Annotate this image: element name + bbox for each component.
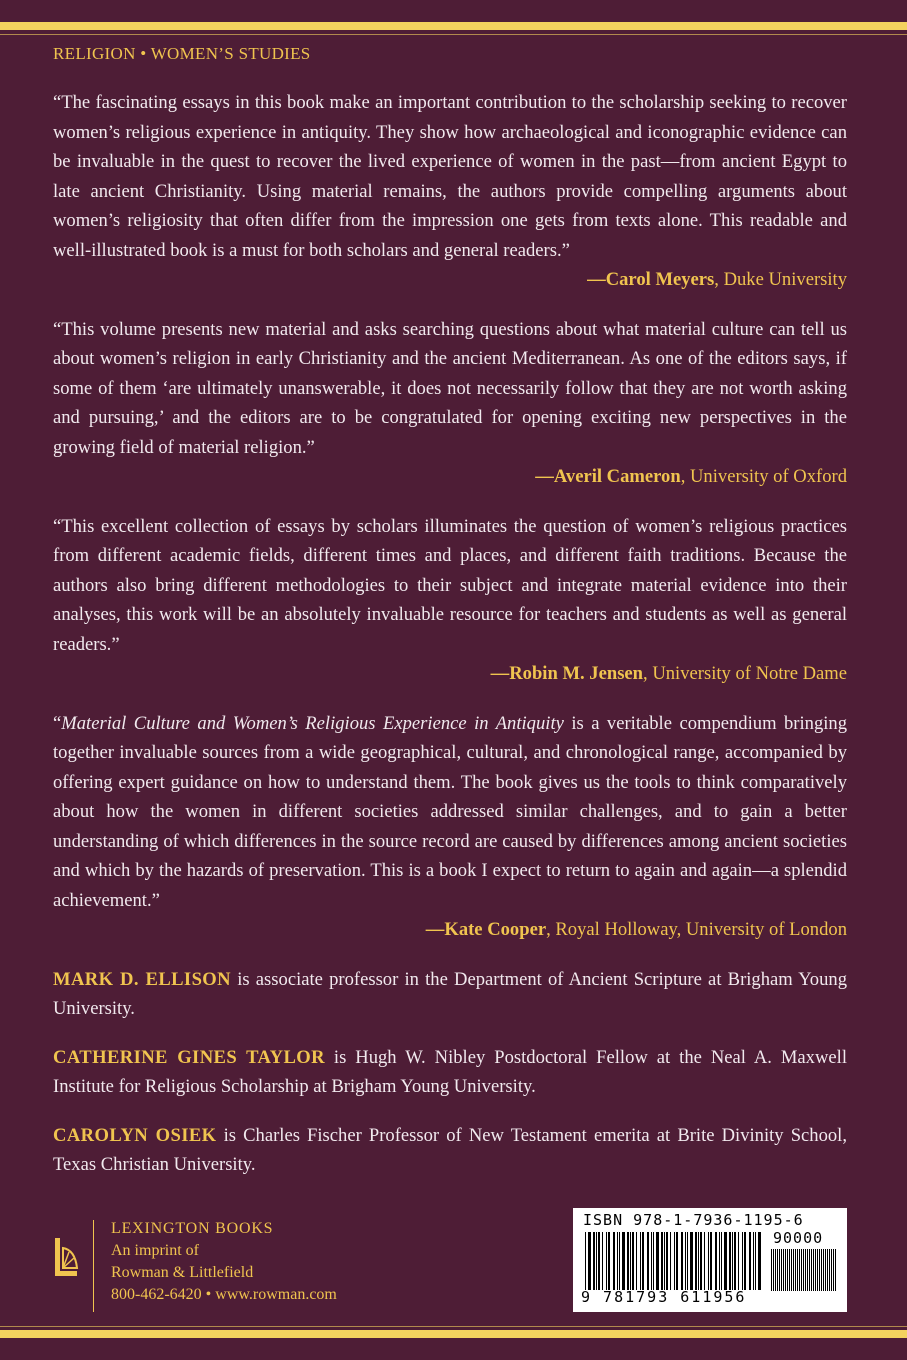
quote-body: is a veritable compendium bringing together invaluable sources from a wide geographical, cultural, and chronological range, accompanied by offering expert guidance on how to understand them. The book gives us the tools to think comparatively about how the women in different societies addressed similar challenges, and to gain a better understanding of which differences in the source record are caused by differences among ancient societies and which by the hazards of preservation. This is a book I expect to return to again and again—a splendid achievement.”	[53, 712, 848, 911]
top-gold-rule	[0, 34, 907, 35]
barcode-bar	[695, 1232, 697, 1290]
barcode-bar	[758, 1232, 761, 1290]
barcode-bar	[710, 1232, 712, 1290]
barcode-bar	[797, 1249, 798, 1291]
barcode-bar	[674, 1232, 675, 1290]
endorser-affiliation: , University of Oxford	[680, 466, 847, 487]
barcode-bar	[651, 1232, 652, 1290]
barcode-bar	[685, 1232, 686, 1290]
barcode-bar	[742, 1232, 743, 1290]
barcode-bar	[819, 1249, 820, 1291]
barcode-bar	[613, 1232, 615, 1290]
endorser-name: —Kate Cooper	[425, 919, 547, 940]
endorsement-attribution	[53, 659, 847, 689]
barcode-bar	[632, 1232, 634, 1290]
publisher-block	[53, 1218, 393, 1308]
barcode-bar	[771, 1249, 772, 1291]
top-gold-band	[0, 22, 907, 30]
publisher-name: LEXINGTON BOOKS	[111, 1220, 274, 1237]
barcode-bar	[749, 1232, 751, 1290]
barcode-bar	[704, 1232, 705, 1290]
barcode-bar	[642, 1232, 644, 1290]
author-bio	[53, 1043, 847, 1102]
category-label: RELIGION • WOMEN’S STUDIES	[53, 44, 311, 63]
barcode-bar	[627, 1232, 629, 1290]
barcode-bar	[588, 1232, 591, 1290]
barcode-bar	[773, 1249, 774, 1291]
endorsement-quote: “This excellent collection of essays by scholars illuminates the question of women’s religious practices from different academic fields, different times and places, and different faith traditions. Because the authors also bring different methodologies to their subject and integrate material evidence into their analyses, this work will be an absolutely invaluable resource for teachers and students as well as general readers.”	[53, 515, 847, 655]
author-name: CATHERINE GINES TAYLOR	[53, 1046, 325, 1068]
barcode-bar	[676, 1232, 678, 1290]
barcode-bar	[835, 1249, 836, 1291]
price-code: 90000	[773, 1229, 824, 1247]
barcode-bar	[636, 1232, 637, 1290]
endorser-name: —Robin M. Jensen	[490, 663, 644, 684]
barcode-bar	[681, 1232, 683, 1290]
barcode-bar	[619, 1232, 620, 1290]
barcode-bar	[653, 1232, 654, 1290]
barcode-bar	[785, 1249, 786, 1291]
barcode-bar	[831, 1249, 832, 1291]
barcode-bar	[775, 1249, 776, 1291]
barcode-bar	[715, 1232, 717, 1290]
barcode-bar	[827, 1249, 828, 1291]
barcode-bar	[744, 1232, 746, 1290]
isbn-number: ISBN 978-1-7936-1195-6	[583, 1211, 804, 1229]
barcode-bar	[670, 1232, 671, 1290]
barcode-bar	[734, 1232, 736, 1290]
barcode-bar	[585, 1232, 586, 1290]
barcode-bar	[602, 1232, 603, 1290]
barcode-bar	[729, 1232, 731, 1290]
lexington-logo-icon	[53, 1238, 79, 1284]
barcode-bar	[719, 1232, 720, 1290]
barcode-bar	[596, 1232, 597, 1290]
barcode-bar	[783, 1249, 784, 1291]
barcode-bar	[833, 1249, 834, 1291]
barcode-bar	[598, 1232, 600, 1290]
barcode-bar	[700, 1232, 702, 1290]
author-bio	[53, 965, 847, 1024]
endorsement-attribution	[53, 265, 847, 295]
barcode-bar	[795, 1249, 796, 1291]
endorser-name: —Averil Cameron	[535, 466, 681, 487]
barcode-bar	[829, 1249, 830, 1291]
endorser-affiliation: , University of Notre Dame	[643, 663, 847, 684]
barcode-bar	[724, 1232, 727, 1290]
endorsement-quote	[53, 709, 847, 916]
endorsement-quote: “This volume presents new material and asks searching questions about what material culture can tell us about women’s religion in early Christianity and the ancient Mediterranean. As one of the editors says, if some of them ‘are ultimately unanswerable, it does not necessarily follow that they are not worth asking and pursuing,’ and the editors are to be congratulated for opening exciting new perspectives in the growing field of material religion.”	[53, 318, 847, 458]
barcode-bar	[738, 1232, 739, 1290]
barcode-bar	[811, 1249, 812, 1291]
barcode-bar	[789, 1249, 790, 1291]
barcode-bar	[608, 1232, 610, 1290]
barcode-bar	[801, 1249, 802, 1291]
publisher-parent: Rowman & Littlefield	[111, 1264, 254, 1281]
barcode-bar	[664, 1232, 665, 1290]
author-bio-text: is Charles Fischer Professor of New Testament emerita at Brite Divinity School, Texas Christian University.	[53, 1124, 847, 1175]
author-bio-text: is associate professor in the Department of Ancient Scripture at Brigham Young University.	[53, 968, 847, 1019]
bottom-gold-band	[0, 1330, 907, 1338]
barcode-bar	[777, 1249, 778, 1291]
barcode-bar	[825, 1249, 826, 1291]
barcode-bar	[661, 1232, 663, 1290]
barcode-bar	[640, 1232, 641, 1290]
barcode-bar	[617, 1232, 618, 1290]
book-title: Material Culture and Women’s Religious Experience in Antiquity	[61, 712, 564, 734]
barcode-digits: 9 781793 611956	[581, 1288, 747, 1306]
barcode-bar	[721, 1232, 722, 1290]
barcode-bar	[823, 1249, 824, 1291]
barcode-bar	[793, 1249, 794, 1291]
endorsement-attribution	[53, 462, 847, 492]
isbn-barcode	[573, 1208, 847, 1312]
publisher-imprint: An imprint of	[111, 1242, 199, 1259]
barcode-bar	[666, 1232, 668, 1290]
barcode-bar	[656, 1232, 659, 1290]
author-name: CAROLYN OSIEK	[53, 1124, 217, 1146]
barcode-bar	[807, 1249, 808, 1291]
endorser-name: —Carol Meyers	[587, 269, 715, 290]
barcode-bar	[698, 1232, 699, 1290]
barcode-bar	[799, 1249, 800, 1291]
back-cover-content	[53, 88, 847, 1199]
barcode-bar	[732, 1232, 733, 1290]
barcode-bar	[815, 1249, 816, 1291]
barcode-bars-main	[585, 1232, 765, 1290]
barcode-bar	[805, 1249, 806, 1291]
author-bio-text: is Hugh W. Nibley Postdoctoral Fellow at the Neal A. Maxwell Institute for Religious Scholarship at Brigham Young University.	[53, 1046, 847, 1097]
barcode-bar	[809, 1249, 810, 1291]
quote-open-mark: “	[53, 712, 62, 734]
endorser-affiliation: , Royal Holloway, University of London	[546, 919, 847, 940]
barcode-bar	[781, 1249, 782, 1291]
barcode-bar	[630, 1232, 631, 1290]
barcode-bars-addon	[771, 1249, 839, 1291]
bottom-gold-rule	[0, 1326, 907, 1327]
publisher-contact: 800-462-6420 • www.rowman.com	[111, 1286, 337, 1303]
endorser-affiliation: , Duke University	[714, 269, 847, 290]
publisher-text	[111, 1218, 337, 1306]
author-name: MARK D. ELLISON	[53, 968, 232, 990]
barcode-bar	[803, 1249, 804, 1291]
barcode-bar	[690, 1232, 693, 1290]
barcode-bar	[817, 1249, 818, 1291]
barcode-bar	[753, 1232, 754, 1290]
endorsement-quote: “The fascinating essays in this book make an important contribution to the scholarship seeking to recover women’s religious experience in antiquity. They show how archaeological and iconographic evidence can be invaluable in the quest to recover the lived experience of women in the past—from ancient Egypt to late ancient Christianity. Using material remains, the authors provide compelling arguments about women’s religiosity that often differ from the impression one gets from texts alone. This readable and well-illustrated book is a must for both scholars and general readers.”	[53, 92, 847, 261]
barcode-bar	[622, 1232, 625, 1290]
barcode-bar	[813, 1249, 814, 1291]
barcode-bar	[606, 1232, 607, 1290]
barcode-bar	[787, 1249, 788, 1291]
endorsement-attribution	[53, 915, 847, 945]
barcode-bar	[755, 1232, 756, 1290]
barcode-bar	[821, 1249, 822, 1291]
barcode-bar	[708, 1232, 709, 1290]
publisher-divider	[93, 1220, 94, 1312]
barcode-bar	[791, 1249, 792, 1291]
author-bio	[53, 1121, 847, 1180]
barcode-bar	[687, 1232, 688, 1290]
barcode-bar	[593, 1232, 595, 1290]
barcode-bar	[647, 1232, 649, 1290]
barcode-bar	[779, 1249, 780, 1291]
